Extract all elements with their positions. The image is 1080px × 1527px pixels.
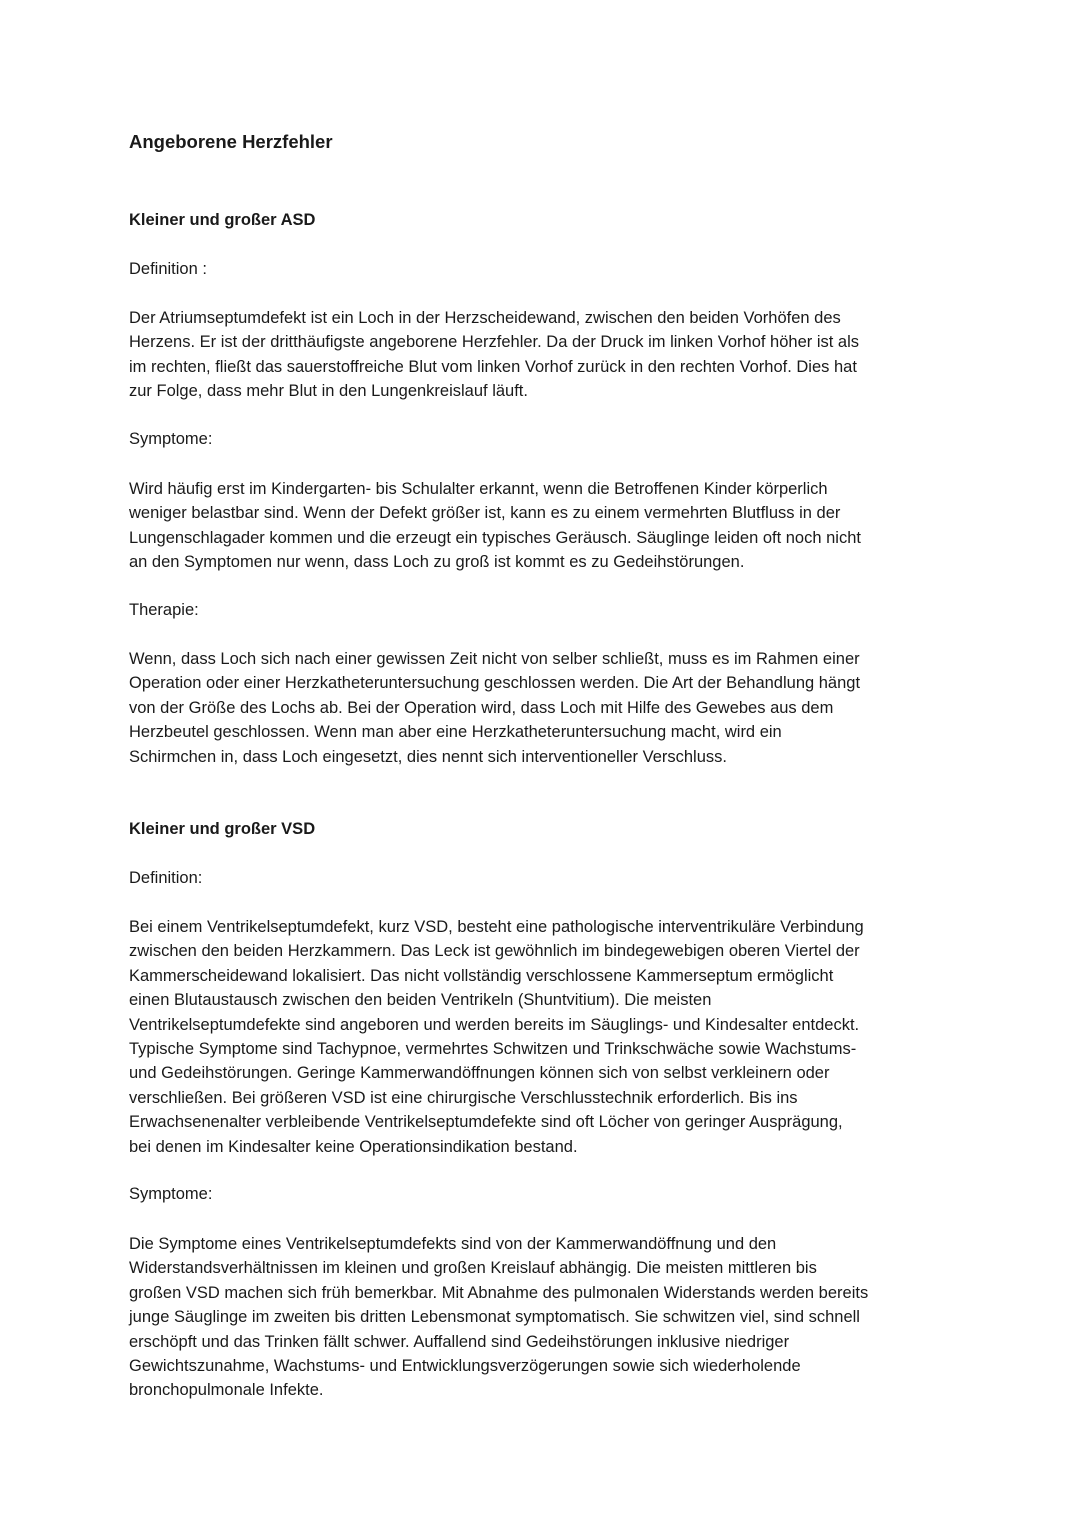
text-line: Erwachsenenalter verbleibende Ventrikelseptumdefekte sind oft Löcher von geringer Ausprägung, <box>129 1113 843 1132</box>
text-line: bei denen im Kindesalter keine Operationsindikation bestand. <box>129 1137 578 1156</box>
page-title: Angeborene Herzfehler <box>129 131 333 152</box>
asd-therapy-text <box>129 647 959 769</box>
text-line: Herzens. Er ist der dritthäufigste angeborene Herzfehler. Da der Druck im linken Vorhof höher ist als <box>129 333 860 352</box>
text-line: Typische Symptome sind Tachypnoe, vermehrtes Schwitzen und Trinkschwäche sowie Wachstums- <box>129 1040 857 1059</box>
text-line: im rechten, fließt das sauerstoffreiche Blut vom linken Vorhof zurück in den rechten Vorhof. Dies hat <box>129 357 857 376</box>
text-line: zwischen den beiden Herzkammern. Das Leck ist gewöhnlich im bindegewebigen oberen Viertel der <box>129 942 860 961</box>
text-line: Schirmchen in, dass Loch eingesetzt, dies nennt sich interventioneller Verschluss. <box>129 747 727 766</box>
vsd-heading: Kleiner und großer VSD <box>129 820 316 838</box>
asd-definition-label: Definition : <box>129 260 207 278</box>
asd-symptoms-label: Symptome: <box>129 430 213 448</box>
text-line: bronchopulmonale Infekte. <box>129 1381 324 1400</box>
text-line: Gewichtszunahme, Wachstums- und Entwicklungsverzögerungen sowie sich wiederholende <box>129 1357 801 1376</box>
text-line: Widerstandsverhältnissen im kleinen und großen Kreislauf abhängig. Die meisten mittleren bis <box>129 1259 817 1278</box>
vsd-definition-text <box>129 915 959 1159</box>
text-line: Bei einem Ventrikelseptumdefekt, kurz VSD, besteht eine pathologische interventrikuläre Verbindung <box>129 918 864 936</box>
text-line: Operation oder einer Herzkatheteruntersuchung geschlossen werden. Die Art der Behandlung hängt <box>129 674 861 693</box>
text-line: verschließen. Bei größeren VSD ist eine chirurgische Verschlusstechnik erforderlich. Bis ins <box>129 1088 798 1107</box>
text-line: Wenn, dass Loch sich nach einer gewissen Zeit nicht von selber schließt, muss es im Rahmen einer <box>129 650 860 668</box>
text-line: an den Symptomen nur wenn, dass Loch zu groß ist kommt es zu Gedeihstörungen. <box>129 553 745 572</box>
text-line: junge Säuglinge im zweiten bis dritten Lebensmonat symptomatisch. Sie schwitzen viel, sind schnell <box>129 1308 860 1327</box>
text-line: zur Folge, dass mehr Blut in den Lungenkreislauf läuft. <box>129 382 528 401</box>
vsd-symptoms-label: Symptome: <box>129 1185 213 1203</box>
text-line: Wird häufig erst im Kindergarten- bis Schulalter erkannt, wenn die Betroffenen Kinder körperlich <box>129 480 828 498</box>
vsd-definition-label: Definition: <box>129 869 203 887</box>
vsd-symptoms-text <box>129 1232 959 1403</box>
asd-heading: Kleiner und großer ASD <box>129 211 316 229</box>
text-line: Ventrikelseptumdefekte sind angeboren und werden bereits im Säuglings- und Kindesalter entdeckt. <box>129 1015 860 1034</box>
text-line: erschöpft und das Trinken fällt schwer. Auffallend sind Gedeihstörungen inklusive niedriger <box>129 1332 790 1351</box>
text-line: Kammerscheidewand lokalisiert. Das nicht vollständig verschlossene Kammerseptum ermöglicht <box>129 966 834 985</box>
text-line: großen VSD machen sich früh bemerkbar. Mit Abnahme des pulmonalen Widerstands werden bereits <box>129 1283 869 1302</box>
text-line: Der Atriumseptumdefekt ist ein Loch in der Herzscheidewand, zwischen den beiden Vorhöfen des <box>129 309 841 327</box>
text-line: von der Größe des Lochs ab. Bei der Operation wird, dass Loch mit Hilfe des Gewebes aus dem <box>129 698 834 717</box>
text-line: Lungenschlagader kommen und die erzeugt ein typisches Geräusch. Säuglinge leiden oft noch nicht <box>129 528 861 547</box>
text-line: Herzbeutel geschlossen. Wenn man aber eine Herzkatheteruntersuchung macht, wird ein <box>129 723 782 742</box>
text-line: und Gedeihstörungen. Geringe Kammerwandöffnungen können sich von selbst verkleinern oder <box>129 1064 830 1083</box>
text-line: Die Symptome eines Ventrikelseptumdefekts sind von der Kammerwandöffnung und den <box>129 1235 777 1253</box>
text-line: einen Blutaustausch zwischen den beiden Ventrikeln (Shuntvitium). Die meisten <box>129 991 712 1010</box>
asd-definition-text <box>129 306 959 404</box>
text-line: weniger belastbar sind. Wenn der Defekt größer ist, kann es zu einem vermehrten Blutfluss in der <box>129 504 841 523</box>
asd-therapy-label: Therapie: <box>129 601 199 619</box>
asd-symptoms-text <box>129 477 959 575</box>
